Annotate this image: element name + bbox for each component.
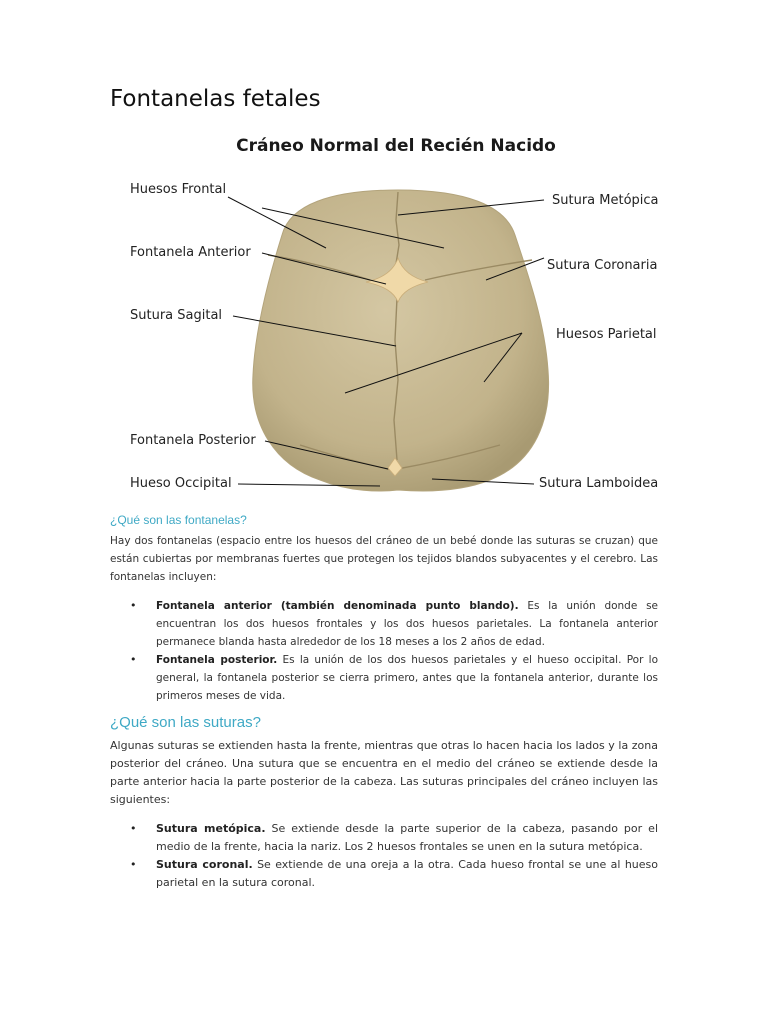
label-sutura-lamboidea: Sutura Lamboidea bbox=[539, 476, 659, 491]
label-huesos-parietal: Huesos Parietal bbox=[556, 327, 657, 342]
item-term: Fontanela anterior (también denominada punto blando). bbox=[156, 600, 519, 612]
list-fontanelas bbox=[110, 597, 658, 705]
bullet-icon: • bbox=[130, 599, 137, 612]
skull-diagram bbox=[0, 120, 768, 505]
skull-figure bbox=[0, 120, 768, 505]
item-term: Fontanela posterior. bbox=[156, 654, 278, 666]
list-item bbox=[110, 820, 658, 856]
item-term: Sutura metópica. bbox=[156, 822, 266, 835]
section-heading-suturas: ¿Qué son las suturas? bbox=[110, 714, 261, 731]
figure-title: Cráneo Normal del Recién Nacido bbox=[236, 136, 556, 156]
item-text: Se extiende desde la parte superior de la cabeza, pasando por el medio de la frente, hacia la nariz. Los 2 huesos frontales se unen en la sutura metópica. bbox=[156, 822, 658, 853]
item-text: Se extiende de una oreja a la otra. Cada hueso frontal se une al hueso parietal en la sutura coronal. bbox=[156, 858, 658, 889]
item-text: Es la unión donde se encuentran los dos huesos frontales y los dos huesos parietales. La fontanela anterior permanece blanda hasta alrededor de los 18 meses a los 2 años de edad. bbox=[156, 600, 659, 648]
list-item bbox=[110, 651, 658, 705]
label-fontanela-posterior: Fontanela Posterior bbox=[130, 433, 256, 448]
label-sutura-coronaria: Sutura Coronaria bbox=[547, 258, 658, 273]
item-term: Sutura coronal. bbox=[156, 858, 253, 871]
label-hueso-occipital: Hueso Occipital bbox=[130, 476, 232, 491]
label-sutura-sagital: Sutura Sagital bbox=[130, 308, 223, 323]
bullet-icon: • bbox=[130, 653, 137, 666]
paragraph-suturas-intro: Algunas suturas se extienden hasta la frente, mientras que otras lo hacen hacia los lados y la zona posterior del cráneo. Una sutura que se encuentra en el medio del cráneo se extiende desde la parte anterior hacia la parte posterior de la cabeza. Las suturas principales del cráneo incluyen las siguientes: bbox=[110, 739, 658, 806]
label-fontanela-anterior: Fontanela Anterior bbox=[130, 245, 251, 260]
item-text: Es la unión de los dos huesos parietales y el hueso occipital. Por lo general, la fontanela posterior se cierra primero, antes que la fontanela anterior, durante los primeros meses de vida. bbox=[156, 654, 658, 702]
list-item bbox=[110, 856, 658, 892]
paragraph-fontanelas-intro: Hay dos fontanelas (espacio entre los huesos del cráneo de un bebé donde las suturas se cruzan) que están cubiertas por membranas fuertes que protegen los tejidos blandos subyacentes y el cerebro. Las fontanelas incluyen: bbox=[110, 535, 658, 583]
list-item bbox=[110, 597, 658, 651]
label-huesos-frontal: Huesos Frontal bbox=[130, 182, 227, 197]
list-suturas bbox=[110, 820, 658, 892]
document-title: Fontanelas fetales bbox=[110, 86, 321, 112]
bullet-icon: • bbox=[130, 858, 137, 871]
section-heading-fontanelas: ¿Qué son las fontanelas? bbox=[110, 513, 247, 527]
bullet-icon: • bbox=[130, 822, 137, 835]
label-sutura-metopica: Sutura Metópica bbox=[552, 193, 659, 208]
skull-shape bbox=[253, 190, 549, 491]
